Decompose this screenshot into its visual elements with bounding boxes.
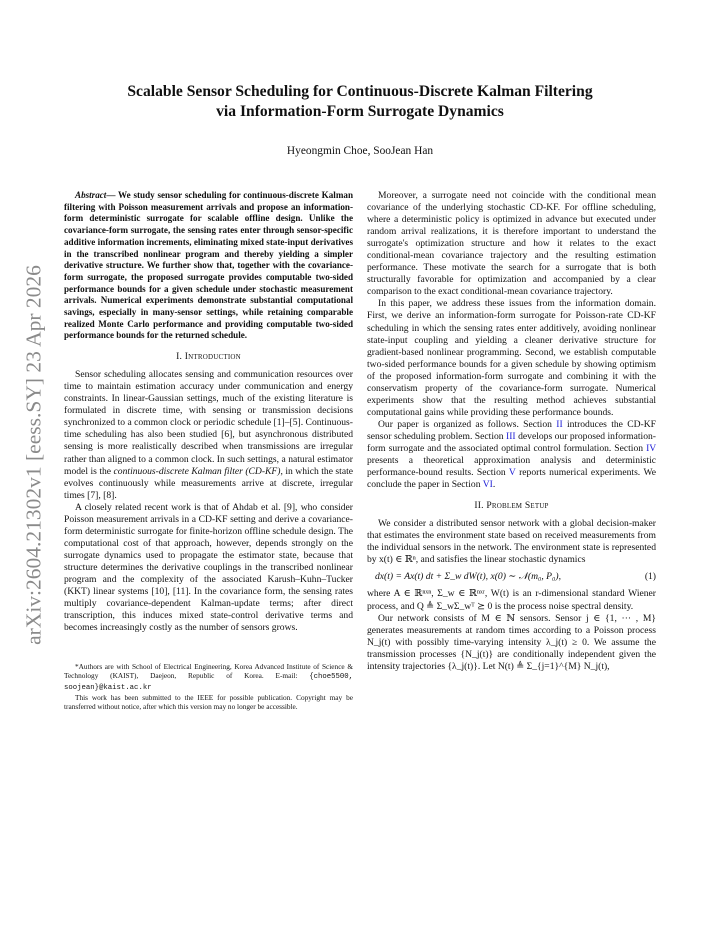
intro-p1-end: , in which the state evolves continuously while measurements arrive at discrete, irregular times [7], [8]. [64,465,354,501]
intro-paragraph-1 [64,369,353,502]
org-text-a: Our paper is organized as follows. Section [378,418,552,430]
footnote-affiliation-text: *Authors are with School of Electrical Engineering, Korea Advanced Institute of Science & Technology (KAIST), Daejeon, Republic of Korea. E-mail: [64,662,353,681]
section-heading-problem-setup: II. Problem Setup [474,500,549,512]
arxiv-identifier [14,225,54,685]
footnote-email: {choe5500, soojean}@kaist.ac.kr [64,673,354,693]
intro-p1-emphasis: continuous-discrete Kalman filter (CD-KF) [113,465,281,477]
section-ref-iii[interactable]: III [506,430,516,442]
abstract-text: We study sensor scheduling for continuous-discrete Kalman filtering with Poisson measurement arrivals and propose an information-form deterministic surrogate for scalable offline design. Unlike the covariance-form surrogate, the sensing rates enter through sensor-specific additive information increments, eliminating mixed state-input derivatives in the transcribed nonlinear program and thereby yielding a simpler derivative structure. We further show that, together with the covariance-form surrogate, the proposed surrogate provides computable two-sided performance bounds for a given schedule under stochastic measurement arrivals. Numerical experiments demonstrate substantial computational savings, especially in many-sensor settings, while retaining comparable realized Monte Carlo performance and providing computable two-sided performance bounds for the returned schedule. [64,190,354,341]
abstract-dash: — [106,190,119,200]
problem-paragraph-2: where A ∈ ℝⁿˣⁿ, Σ_w ∈ ℝⁿˣʳ, W(t) is an r-dimensional standard Wiener process, and Q ≜ Σ_wΣ_wᵀ ⪰ 0 is the process noise spectral density. [367,588,656,612]
footnote [64,662,353,711]
footnote-affiliation [64,662,353,693]
org-text-d: presents a theoretical approximation analysis and deterministic performance-bound results. Section [367,455,656,479]
section-ref-vi[interactable]: VI [482,479,493,491]
intro-paragraph-4: In this paper, we address these issues from the information domain. First, we derive an information-form surrogate for Poisson-rate CD-KF scheduling in which the sensing rates enter additively, avoiding nonlinear state-input coupling and yielding a cleaner derivative structure for gradient-based nonlinear programming. Second, we establish computable two-sided performance bounds for a given schedule by showing optimism of the proposed information-form surrogate and combining it with the conservatism property of the covariance-form surrogate. Numerical experiments show that the resulting method achieves substantial computational gains while providing these performance bounds. [367,298,656,418]
problem-paragraph-3: Our network consists of M ∈ ℕ sensors. Sensor j ∈ {1, ··· , M} generates measurements at random times according to a Poisson process N_j(t) with possibly time-varying intensity λ_j(t) ≥ 0. We assume the transmission processes {N_j(t)} are conditionally independent given the intensity trajectories {λ_j(t)}. Let N(t) ≜ Σ_{j=1}^{M} N_j(t), [367,612,656,672]
equation-1 [367,571,656,583]
title-line-2: via Information-Form Surrogate Dynamics [216,103,504,120]
intro-paragraph-organization [367,419,656,491]
org-text-f: . [492,479,496,491]
section-ref-v[interactable]: V [508,467,516,479]
title-line-1: Scalable Sensor Scheduling for Continuous-Discrete Kalman Filtering [127,83,593,100]
left-column [64,190,353,711]
section-ref-ii[interactable]: II [556,418,563,430]
abstract [64,190,353,342]
abstract-label: Abstract [75,190,107,200]
equation-1-number: (1) [644,571,656,583]
intro-paragraph-3: Moreover, a surrogate need not coincide with the conditional mean covariance of the underlying stochastic CD-KF. For offline scheduling, where a deterministic policy is optimized in advance but executed under random arrival realizations, it is therefore important to understand the surrogate's optimization structure and how it relates to the exact conditional-mean covariance trajectory and the resulting estimation performance. These motivate the search for a surrogate that is both structurally favorable for optimization and accompanied by a clear comparison to the exact conditional-mean covariance trajectory. [367,190,656,298]
org-text-e: reports numerical experiments. We conclude the paper in Section [367,467,656,491]
intro-p1-text: Sensor scheduling allocates sensing and communication resources over time to maintain estimation accuracy under communication and energy constraints. In linear-Gaussian settings, much of the existing literature is formulated in discrete time, with sensing or transmission decisions synchronized to a common clock or periodic schedule [1]–[5]. Continuous-time scheduling has also been studied [6], but asynchronous distributed sensing is more realistically described when transmissions are irregular rather than aligned to a common clock. In such settings, a natural estimator model is the [64,369,353,477]
arxiv-identifier-text: arXiv:2604.21302v1 [eess.SY] 23 Apr 2026 [21,265,46,645]
section-heading-introduction: I. Introduction [176,351,241,363]
intro-paragraph-2: A closely related recent work is that of Ahdab et al. [9], who consider Poisson measurement arrivals in a CD-KF setting and derive a covariance-form deterministic surrogate for finite-horizon offline schedule design. The computational cost of that approach, however, depends strongly on the surrogate dynamics used to propagate the estimator state, because that structure determines the derivative couplings in the transcribed nonlinear program and the complexity of the associated Karush–Kuhn–Tucker (KKT) linear systems [10], [11]. In the covariance form, the sensing rates multiply covariance-dependent Kalman-update terms; after direct transcription, this induces mixed state-control derivative terms and becomes increasingly costly as the number of sensors grows. [64,501,353,634]
right-column [367,190,656,673]
section-ref-iv[interactable]: IV [646,442,657,454]
footnote-copyright: This work has been submitted to the IEEE for possible publication. Copyright may be transferred without notice, after which this version may no longer be accessible. [64,693,353,712]
org-text-b: introduces the CD-KF sensor scheduling problem. Section [367,418,656,442]
org-text-c: develops our proposed information-form surrogate and the associated optimal control formulation. Section [367,430,656,454]
author-list: Hyeongmin Choe, SooJean Han [286,145,434,157]
problem-paragraph-1: We consider a distributed sensor network with a global decision-maker that estimates the environment state based on received measurements from the individual sensors in the network. The environment state is represented by x(t) ∈ ℝⁿ, and satisfies the linear stochastic dynamics [367,518,656,566]
paper-title [60,82,660,122]
equation-1-body: dx(t) = Ax(t) dt + Σ_w dW(t), x(0) ∼ 𝒩(m₀, P₀), [375,571,561,583]
